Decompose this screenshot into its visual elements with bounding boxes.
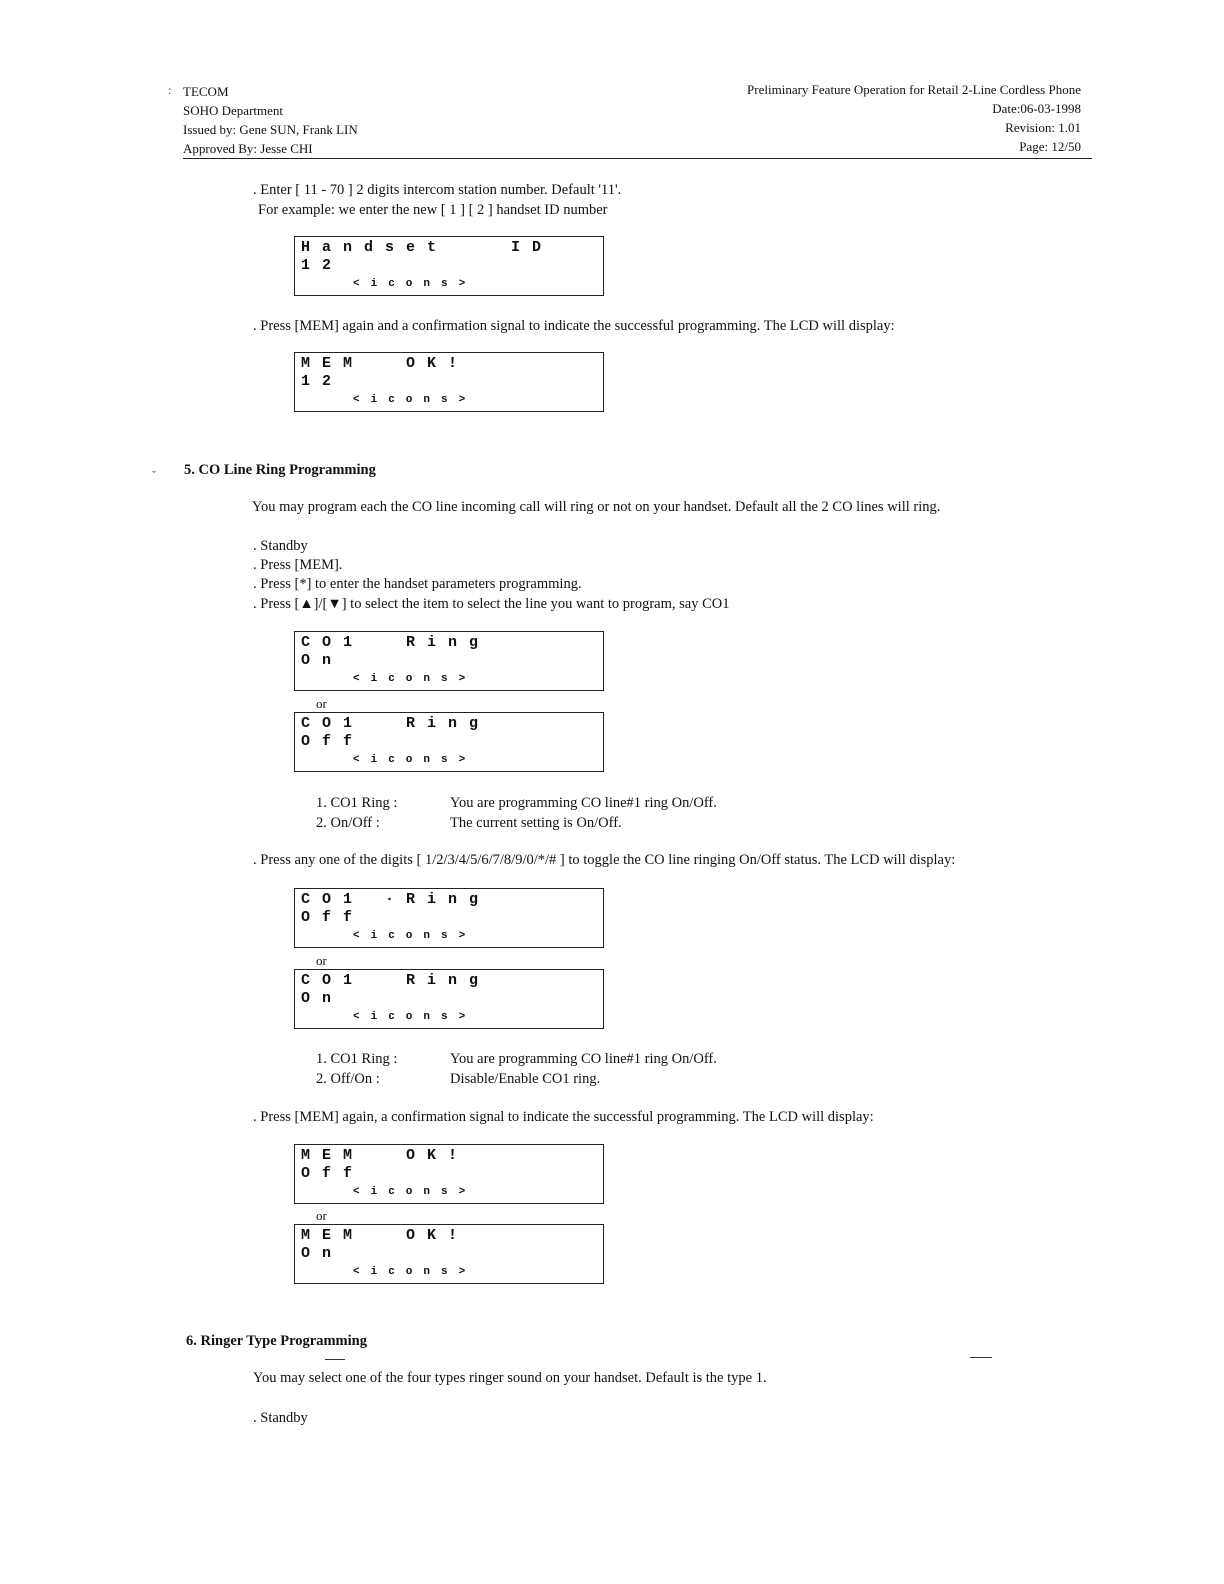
document-revision: Revision: 1.01 — [1005, 120, 1081, 135]
section-6-heading: 6. Ringer Type Programming — [186, 1333, 367, 1349]
header-divider — [183, 158, 1092, 159]
issued-by: Issued by: Gene SUN, Frank LIN — [183, 122, 358, 137]
margin-mark: : — [168, 83, 172, 97]
lcd-line-1: MEM OK! — [301, 355, 470, 372]
lcd-line-2: On — [301, 990, 344, 1007]
lcd-line-1: CO1 Ring — [301, 634, 491, 651]
section-5-heading: 5. CO Line Ring Programming — [184, 462, 376, 478]
lcd-display-co1-ring-on-toggled — [294, 969, 604, 1029]
legend-item: 2. On/Off : The current setting is On/Off. — [316, 815, 622, 831]
lcd-display-mem-ok-on — [294, 1224, 604, 1284]
lcd-display-co1-ring-on — [294, 631, 604, 691]
lcd-display-co1-ring-off — [294, 712, 604, 772]
step-standby: . Standby — [253, 538, 308, 554]
lcd-icons-line: <icons> — [353, 1266, 477, 1278]
legend-list-2 — [316, 1049, 717, 1089]
lcd-icons-line: <icons> — [353, 673, 477, 685]
section-6-description: You may select one of the four types ringer sound on your handset. Default is the type 1. — [253, 1370, 767, 1386]
scan-mark — [970, 1357, 992, 1358]
legend-item: 2. Off/On : Disable/Enable CO1 ring. — [316, 1071, 601, 1087]
legend-item: 1. CO1 Ring : You are programming CO line#1 ring On/Off. — [316, 795, 717, 811]
lcd-icons-line: <icons> — [353, 394, 477, 406]
lcd-line-2: Off — [301, 733, 365, 750]
lcd-icons-line: <icons> — [353, 754, 477, 766]
lcd-display-mem-ok — [294, 352, 604, 412]
lcd-line-1: Handset ID — [301, 239, 554, 256]
or-label: or — [316, 953, 327, 968]
toggle-instruction: . Press any one of the digits [ 1/2/3/4/5/6/7/8/9/0/*/# ] to toggle the CO line ringing On/Off status. The LCD will display: — [253, 852, 956, 868]
scan-mark — [325, 1359, 345, 1360]
section-6-step-standby: . Standby — [253, 1410, 308, 1426]
lcd-display-mem-ok-off — [294, 1144, 604, 1204]
legend-list-1 — [316, 793, 717, 833]
lcd-line-2: On — [301, 1245, 344, 1262]
intro-line-1: . Enter [ 11 - 70 ] 2 digits intercom station number. Default '11'. — [253, 182, 622, 198]
lcd-line-2: On — [301, 652, 344, 669]
or-label: or — [316, 1208, 327, 1223]
lcd-icons-line: <icons> — [353, 1011, 477, 1023]
step-press-star: . Press [*] to enter the handset parameters programming. — [253, 576, 582, 592]
department: SOHO Department — [183, 103, 284, 118]
lcd-line-1: CO1 ·Ring — [301, 891, 491, 908]
or-label: or — [316, 696, 327, 711]
header-left — [183, 82, 358, 158]
press-mem-instruction: . Press [MEM] again and a confirmation signal to indicate the successful programming. The LCD will display: — [253, 318, 895, 334]
lcd-icons-line: <icons> — [353, 1186, 477, 1198]
lcd-line-2: Off — [301, 1165, 365, 1182]
lcd-line-2: 12 — [301, 373, 344, 390]
section-5-description: You may program each the CO line incoming call will ring or not on your handset. Default all the 2 CO lines will ring. — [252, 499, 941, 515]
page-number: Page: 12/50 — [1019, 139, 1081, 154]
lcd-line-1: MEM OK! — [301, 1227, 470, 1244]
lcd-line-2: Off — [301, 909, 365, 926]
legend-item: 1. CO1 Ring : You are programming CO line#1 ring On/Off. — [316, 1051, 717, 1067]
lcd-line-1: CO1 Ring — [301, 972, 491, 989]
approved-by: Approved By: Jesse CHI — [183, 141, 313, 156]
lcd-display-co1-ring-off-toggled — [294, 888, 604, 948]
document-title: Preliminary Feature Operation for Retail 2-Line Cordless Phone — [747, 82, 1081, 97]
intro-line-2: For example: we enter the new [ 1 ] [ 2 ] handset ID number — [258, 202, 608, 218]
margin-mark: ˘ — [152, 468, 156, 482]
document-date: Date:06-03-1998 — [992, 101, 1081, 116]
lcd-line-2: 12 — [301, 257, 344, 274]
step-select-line: . Press [▲]/[▼] to select the item to select the line you want to program, say CO1 — [253, 596, 730, 612]
lcd-line-1: CO1 Ring — [301, 715, 491, 732]
lcd-display-handset-id — [294, 236, 604, 296]
press-mem-confirm-instruction: . Press [MEM] again, a confirmation signal to indicate the successful programming. The LCD will display: — [253, 1109, 874, 1125]
step-press-mem: . Press [MEM]. — [253, 557, 343, 573]
lcd-line-1: MEM OK! — [301, 1147, 470, 1164]
header-right — [747, 80, 1081, 156]
company-name: TECOM — [183, 84, 229, 99]
lcd-icons-line: <icons> — [353, 930, 477, 942]
lcd-icons-line: <icons> — [353, 278, 477, 290]
